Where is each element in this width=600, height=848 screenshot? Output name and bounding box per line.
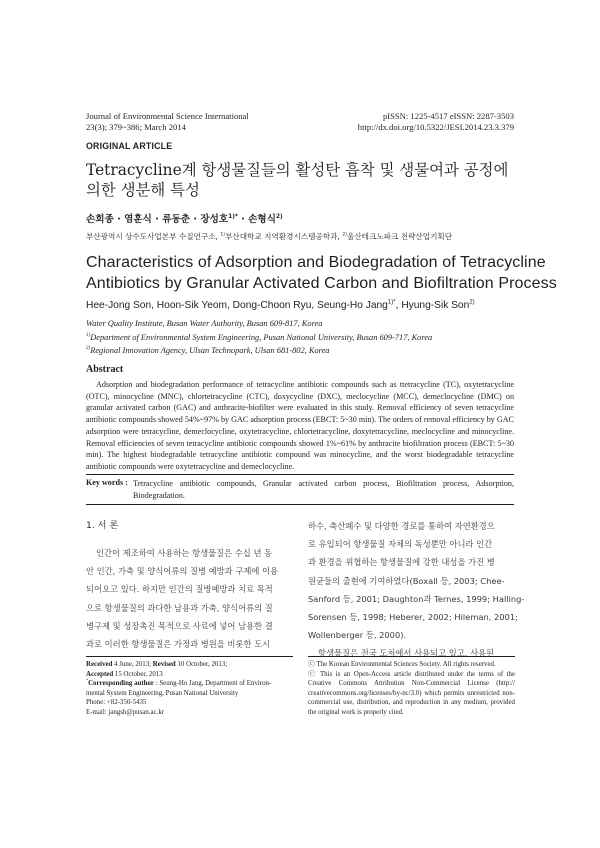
korean-aff1: 부산광역시 상수도사업본부 수질연구소, [86,232,221,241]
english-aff1: Department of Environmental System Engineering, Pusan National University, Busan 609-717, Korea [90,332,433,342]
issn: pISSN: 1225-4517 eISSN: 2287-3503 [382,111,514,121]
received-label: Received [86,661,113,668]
journal-name: Journal of Environmental Science International [86,111,249,121]
intro-left-column [86,544,293,653]
intro-right-line: Sorensen 등, 1998; Heberer, 2002; Hileman, 2001; [308,612,518,623]
intro-heading: 1. 서 론 [86,520,119,531]
revised-date: 10 October, 2013; [175,661,228,668]
license-block [308,660,515,718]
intro-right-line: 원균들의 출현에 기여하였다(Boxall 등, 2003; Chee- [308,575,505,586]
intro-left-line: 병구제 및 성장촉진 목적으로 사료에 넣어 남용한 결 [86,620,273,631]
keywords-top-rule [86,474,514,475]
intro-right-column [308,517,525,663]
journal-identifiers [358,111,514,133]
revised-label: Revised [152,661,176,668]
corresponding-line: *Corresponding author : Seung-Ho Jang, Department of Environ- [86,677,272,688]
corresponding-line2: mental System Engineering, Pusan National University [86,689,239,697]
english-authors-sep: , Hyung-Sik Son [395,300,470,311]
intro-right-line: 과 환경을 위협하는 항생물질에 강한 내성을 가진 병 [308,557,495,568]
license-text: ⓒ This is an Open-Access article distributed under the terms of the Creative Commons Attribution Non-Commercial License (http:// creativecommons.org/licenses/by-nc/3.0) which permits unrestricted non-commercial use, distribution, and reproduction in any medium, provided the original work is properly cited. [308,670,515,716]
korean-author-sup1: 1)* [228,213,238,220]
english-aff1-line [86,331,432,345]
intro-left-line: 안 인간, 가축 및 양식어류의 질병 예방과 구제에 이용 [86,566,279,577]
phone: Phone: +82-350-5435 [86,699,147,707]
copyright-line: ⓒ The Korean Environmental Sciences Society. All rights reserved. [308,661,496,668]
korean-affiliations [86,231,452,242]
accepted-date: 15 October, 2013 [113,670,163,678]
english-aff2-line [86,344,432,358]
article-type: ORIGINAL ARTICLE [86,141,173,151]
intro-left-line: 과로 이러한 항생물질은 가정과 병원을 비롯한 도시 [86,639,271,650]
english-title-line2: Antibiotics by Granular Activated Carbon and Biofiltration Process [86,274,557,292]
intro-right-line: Wollenberger 등, 2000). [308,630,407,641]
korean-authors-main: 손희종 · 염훈식 · 류동춘 · 장성호 [86,214,229,225]
korean-aff2-sup: 2) [342,232,347,238]
korean-title [86,160,508,200]
english-author-sup1: 1)* [387,298,396,306]
doi-link[interactable]: http://dx.doi.org/10.5322/JESI.2014.23.3.379 [357,122,514,132]
corresponding-text: : Seung-Ho Jang, Department of Environ- [153,680,272,688]
corresponding-label: Corresponding author [88,680,154,688]
korean-authors-sep: · 손형식 [237,214,276,225]
keywords-text: Tetracycline antibiotic compounds, Granular activated carbon process, Biofiltration process, Adsorption, Biodegradation. [133,479,514,500]
intro-right-line: 항생물질은 전국 도처에서 사용되고 있고, 사용된 [318,648,495,659]
english-authors-main: Hee-Jong Son, Hoon-Sik Yeom, Dong-Choon Ryu, Seung-Ho Jang [86,300,388,311]
korean-author-sup2: 2) [275,213,283,220]
english-author-sup2: 2) [469,298,475,306]
intro-left-line: 되어오고 있다. 하지만 인간의 질병예방과 치료 목적 [86,584,273,595]
abstract-text: Adsorption and biodegradation performance of tetracycline antibiotic compounds such as ttetracycline (TC), oxytetracycline (OTC), minocycline (MNC), chlortetracycline (CTC), doxycycline (DXC), meclocycline (MCC), demeclocycline (DMC) on granular activated carbon (GAC) and anthracite-biofilter were evaluated in this study. Removal efficiency of seven tetracycline antibiotic compounds showed 54%~97% by GAC adsorption process (EBCT: 5~30 min). The orders of removal efficiency by GAC adsorption were tetracycline, demeclocycline, oxytetracycline, chlortetracycline, doxytetracycline, meclocycline and minocycline. Removal efficiencies of seven tetracycline antibiotic compounds showed 1%~61% by anthracite biofiltration process (EBCT: 5~30 min). The highest biodegradable tetracycline antibiotic compound was minocycline, and the worst biodegradable tetracycline antibiotic compounds were oxytetracycline and demeclocycline. [86,380,514,471]
footnote-dates [86,660,296,718]
korean-title-line1: Tetracycline계 항생물질들의 활성탄 흡착 및 생물여과 공정에 [86,161,509,179]
intro-right-line: Sanford 등, 2001; Daughton과 Ternes, 1999; Halling- [308,593,525,604]
footnote-rule-left [86,656,293,657]
received-line [86,660,296,670]
english-aff2: Regional Innovation Agency, Ulsan Technopark, Ulsan 681-802, Korea [90,346,330,356]
english-title [86,253,557,294]
journal-volume: 23(3); 379~386; March 2014 [86,122,186,132]
intro-right-line: 로 유입되어 항생물질 자체의 독성뿐만 아니라 인간 [308,539,493,550]
korean-aff3: 울산테크노파크 전략산업기획단 [346,232,453,241]
intro-left-line: 인간이 제조하여 사용하는 항생물질은 수십 년 동 [96,548,273,558]
english-affiliations [86,317,432,358]
english-title-line1: Characteristics of Adsorption and Biodegradation of Tetracycline [86,254,546,271]
intro-left-line: 으로 항생물질의 과다한 남용과 가축, 양식어류의 질 [86,602,273,613]
intro-right-line: 하수, 축산폐수 및 다양한 경로를 통하여 자연환경으 [308,521,495,531]
korean-aff2: 부산대학교 지역환경시스템공학과, [225,232,343,241]
journal-info [86,111,249,133]
english-aff1-sup: 1) [86,332,91,338]
accepted-line [86,670,296,680]
korean-title-line2: 의한 생분해 특성 [86,181,200,199]
accepted-label: Accepted [86,670,114,678]
korean-authors [86,211,283,225]
english-aff2-sup: 2) [86,346,91,352]
footnote-rule-right [308,656,515,657]
english-aff0: Water Quality Institute, Busan Water Authority, Busan 609-817, Korea [86,319,323,328]
keywords-label: Key words : [86,478,128,487]
english-authors [86,300,475,311]
abstract-heading: Abstract [86,364,124,375]
keywords-bottom-rule [86,504,514,505]
email-link[interactable]: E-mail: jangsh@pusan.ac.kr [86,708,165,716]
korean-aff1-sup: 1) [220,232,226,238]
received-date: 4 June, 2013; [112,661,153,668]
